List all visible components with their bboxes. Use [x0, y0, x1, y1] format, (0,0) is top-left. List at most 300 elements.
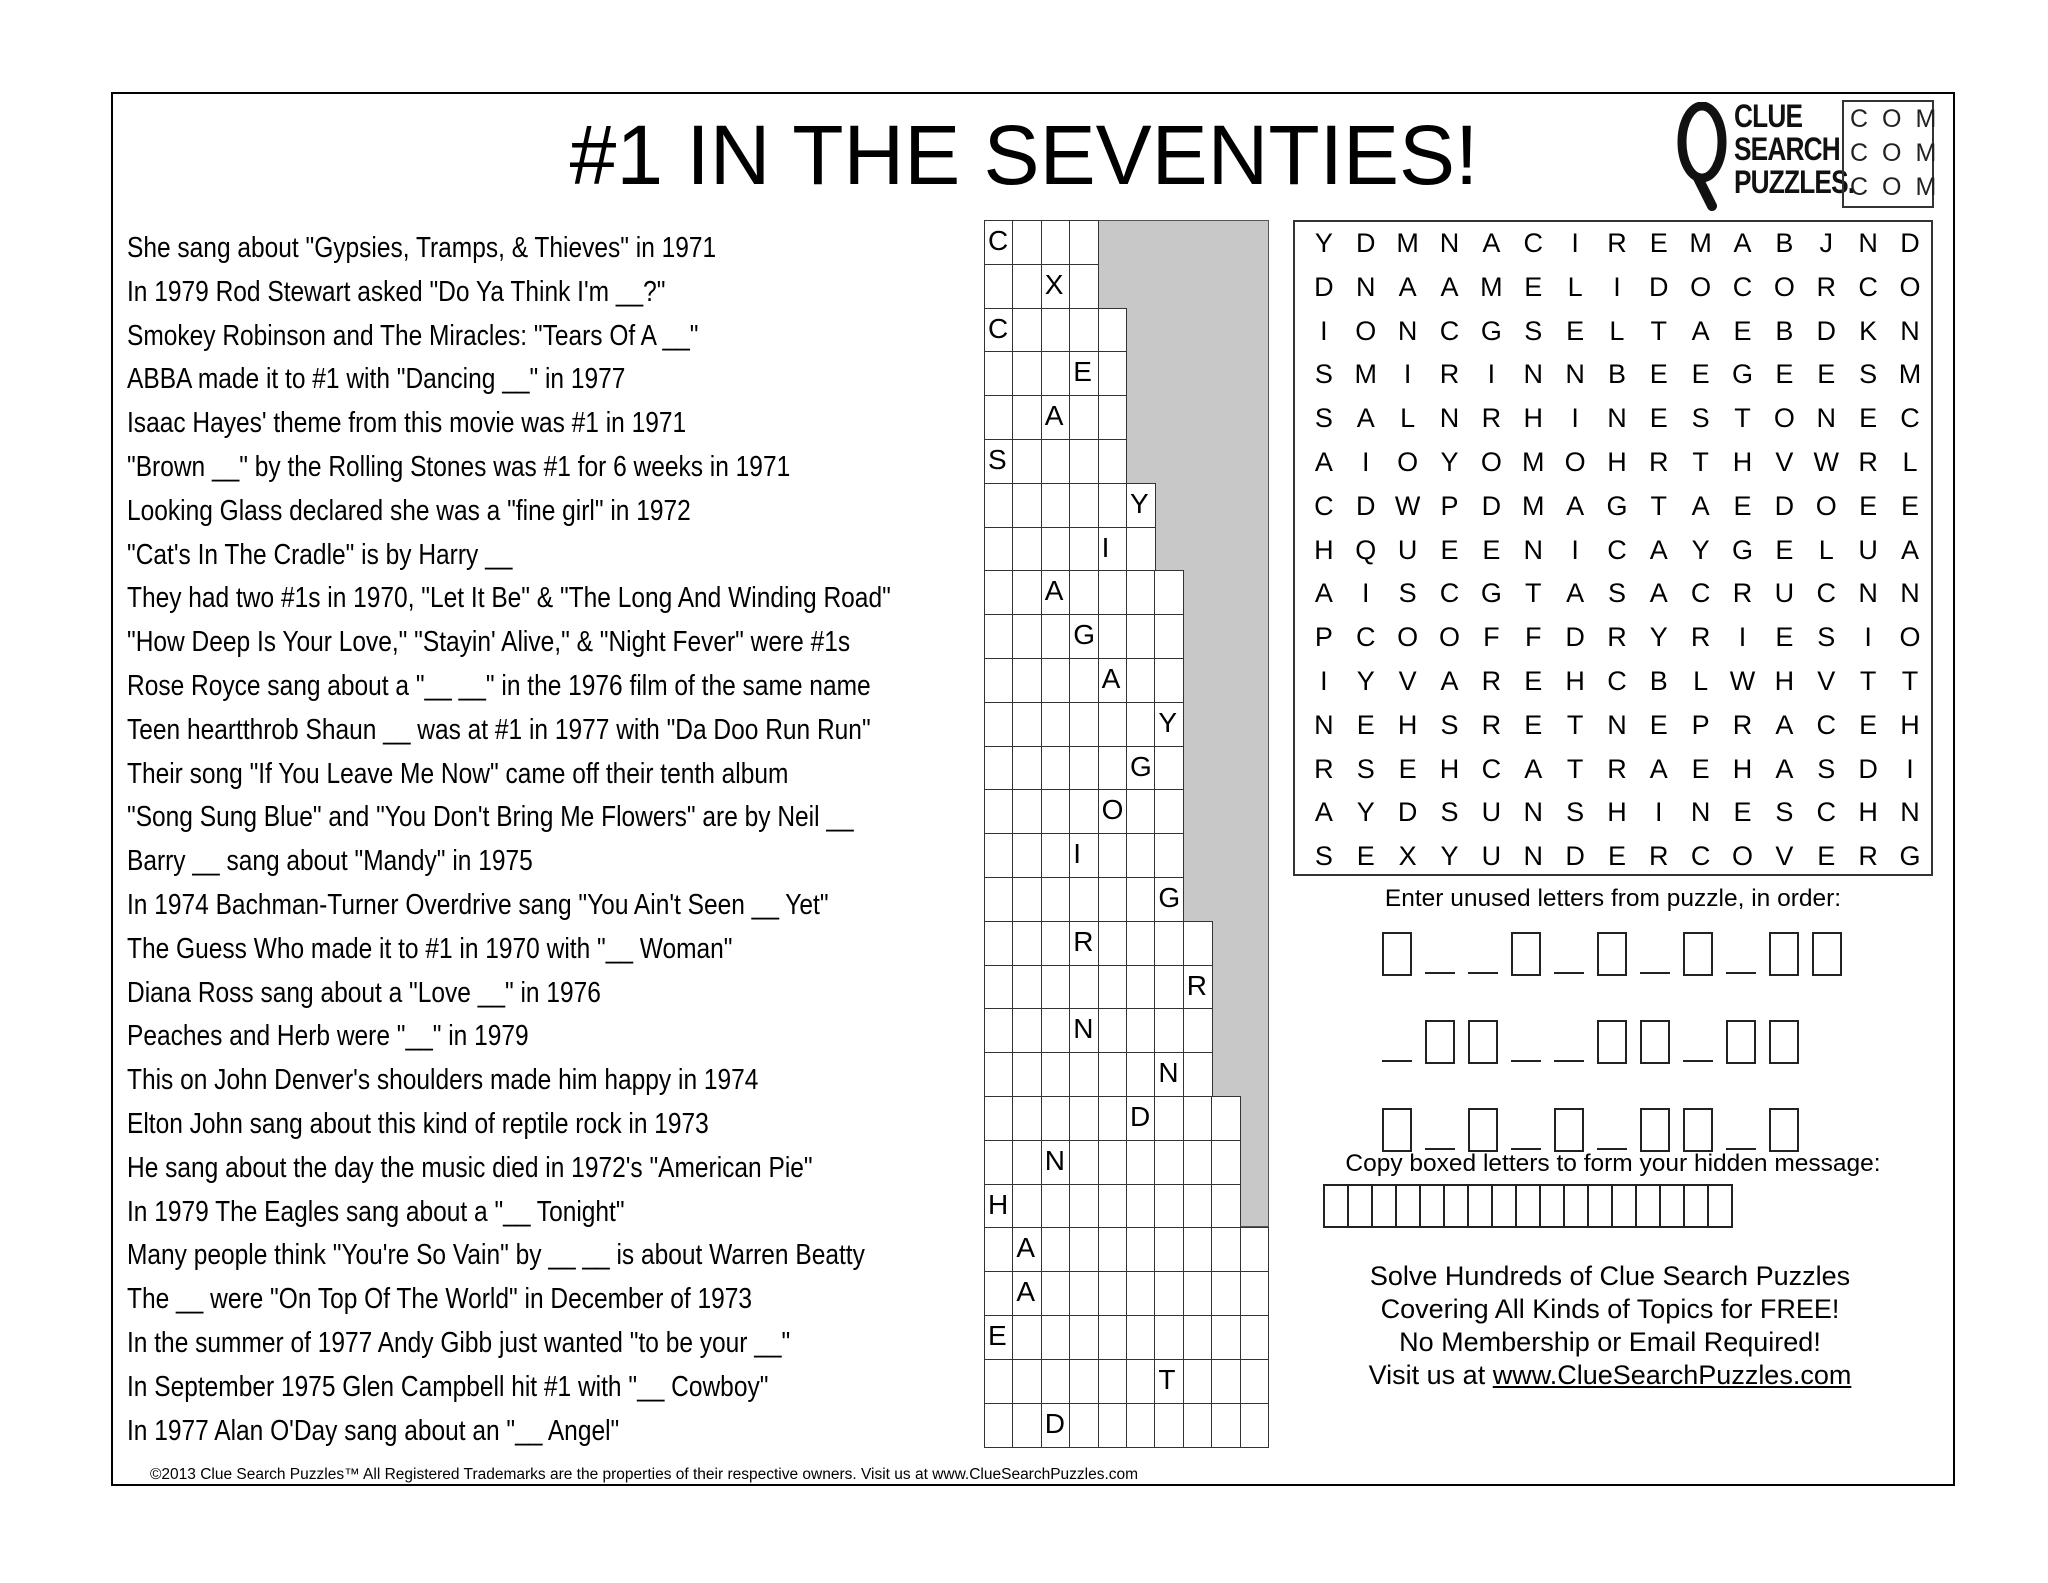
word-search-letter[interactable]: C: [1439, 578, 1460, 609]
word-search-letter[interactable]: K: [1859, 315, 1878, 346]
answer-cell[interactable]: [1012, 702, 1042, 747]
word-search-letter[interactable]: M: [1689, 228, 1712, 258]
word-search-letter[interactable]: E: [1440, 534, 1459, 565]
hidden-message-box[interactable]: [1587, 1184, 1613, 1228]
promo-website-link[interactable]: www.ClueSearchPuzzles.com: [1492, 1360, 1852, 1390]
answer-cell[interactable]: [984, 965, 1014, 1010]
word-search-letter[interactable]: X: [1398, 841, 1417, 872]
word-search-letter[interactable]: H: [1607, 446, 1627, 477]
word-search-letter[interactable]: D: [1314, 271, 1334, 302]
word-search-letter[interactable]: T: [1650, 315, 1668, 346]
word-search-letter[interactable]: M: [1354, 359, 1378, 390]
word-search-letter[interactable]: N: [1858, 578, 1878, 609]
answer-cell[interactable]: [1069, 658, 1099, 703]
word-search-letter[interactable]: B: [1775, 228, 1794, 258]
word-search-letter[interactable]: E: [1524, 709, 1543, 740]
answer-cell[interactable]: [1154, 789, 1184, 834]
word-search-letter[interactable]: C: [1816, 578, 1836, 609]
word-search-letter[interactable]: N: [1900, 578, 1920, 609]
word-search-letter[interactable]: E: [1398, 753, 1417, 784]
word-search-letter[interactable]: R: [1690, 622, 1711, 653]
word-search-letter[interactable]: A: [1775, 709, 1794, 740]
word-search-letter[interactable]: R: [1607, 622, 1627, 653]
answer-cell[interactable]: [1183, 1271, 1213, 1316]
answer-cell[interactable]: [1098, 439, 1128, 484]
word-search-letter[interactable]: C: [1858, 271, 1878, 302]
answer-cell[interactable]: [1041, 1315, 1071, 1360]
answer-cell[interactable]: [1211, 1271, 1241, 1316]
word-search-letter[interactable]: A: [1649, 578, 1668, 609]
answer-cell[interactable]: [1154, 965, 1184, 1010]
word-search-letter[interactable]: A: [1314, 578, 1333, 609]
answer-cell[interactable]: [1098, 483, 1128, 528]
word-search-letter[interactable]: W: [1813, 446, 1839, 477]
hidden-message-box[interactable]: [1467, 1184, 1493, 1228]
word-search-letter[interactable]: W: [1394, 490, 1421, 521]
word-search-letter[interactable]: O: [1397, 446, 1419, 477]
word-search-letter[interactable]: N: [1397, 315, 1418, 346]
answer-cell[interactable]: [1012, 1096, 1042, 1141]
answer-cell[interactable]: [1126, 1140, 1156, 1185]
answer-cell[interactable]: [1012, 395, 1042, 440]
word-search-letter[interactable]: A: [1524, 753, 1543, 784]
letter-blank[interactable]: [1726, 972, 1756, 974]
word-search-letter[interactable]: S: [1440, 709, 1459, 740]
word-search-letter[interactable]: P: [1314, 622, 1333, 653]
word-search-letter[interactable]: A: [1649, 534, 1668, 565]
answer-cell[interactable]: [1069, 1184, 1099, 1229]
word-search-letter[interactable]: H: [1858, 797, 1878, 828]
boxed-letter-slot[interactable]: [1468, 1020, 1498, 1064]
word-search-letter[interactable]: O: [1773, 403, 1795, 434]
answer-cell[interactable]: [1126, 1227, 1156, 1272]
word-search-letter[interactable]: S: [1356, 753, 1375, 784]
answer-cell[interactable]: [984, 1096, 1014, 1141]
word-search-letter[interactable]: S: [1314, 403, 1333, 434]
answer-cell[interactable]: [984, 1359, 1014, 1404]
word-search-letter[interactable]: S: [1524, 315, 1543, 346]
word-search-letter[interactable]: E: [1775, 534, 1794, 565]
boxed-letter-slot[interactable]: [1597, 932, 1627, 976]
answer-cell[interactable]: N: [1041, 1140, 1071, 1185]
word-search-letter[interactable]: V: [1775, 446, 1794, 477]
answer-cell[interactable]: [1069, 570, 1099, 615]
word-search-letter[interactable]: G: [1606, 490, 1628, 521]
word-search-letter[interactable]: N: [1523, 534, 1543, 565]
word-search-letter[interactable]: I: [1738, 622, 1747, 653]
answer-cell[interactable]: X: [1041, 264, 1071, 309]
hidden-message-box[interactable]: [1419, 1184, 1445, 1228]
boxed-letter-slot[interactable]: [1683, 1108, 1713, 1152]
word-search-letter[interactable]: O: [1690, 271, 1712, 302]
word-search-letter[interactable]: E: [1482, 534, 1501, 565]
answer-cell[interactable]: [1154, 570, 1184, 615]
word-search-letter[interactable]: H: [1314, 534, 1334, 565]
hidden-message-box[interactable]: [1635, 1184, 1661, 1228]
boxed-letter-slot[interactable]: [1683, 932, 1713, 976]
answer-cell[interactable]: [1098, 570, 1128, 615]
answer-cell[interactable]: [984, 351, 1014, 396]
answer-cell[interactable]: [1098, 308, 1128, 353]
word-search-letter[interactable]: U: [1774, 578, 1795, 609]
word-search-letter[interactable]: M: [1521, 446, 1545, 477]
word-search-letter[interactable]: O: [1815, 490, 1837, 521]
answer-cell[interactable]: [984, 483, 1014, 528]
answer-cell[interactable]: [984, 1008, 1014, 1053]
word-search-letter[interactable]: G: [1480, 315, 1502, 346]
word-search-letter[interactable]: N: [1816, 403, 1836, 434]
word-search-letter[interactable]: D: [1397, 797, 1418, 828]
word-search-letter[interactable]: D: [1565, 841, 1585, 872]
word-search-letter[interactable]: W: [1729, 665, 1756, 696]
word-search-letter[interactable]: R: [1607, 228, 1627, 258]
word-search-letter[interactable]: I: [1864, 622, 1872, 653]
letter-blank[interactable]: [1382, 1060, 1412, 1062]
answer-cell[interactable]: [1126, 789, 1156, 834]
answer-cell[interactable]: [1012, 308, 1042, 353]
word-search-letter[interactable]: C: [1816, 709, 1836, 740]
word-search-letter[interactable]: A: [1356, 403, 1375, 434]
answer-cell[interactable]: [1211, 1359, 1241, 1404]
word-search-letter[interactable]: S: [1691, 403, 1710, 434]
answer-cell[interactable]: [1041, 833, 1071, 878]
word-search-letter[interactable]: R: [1858, 446, 1878, 477]
answer-cell[interactable]: [984, 1403, 1014, 1448]
word-search-letter[interactable]: G: [1480, 578, 1502, 609]
answer-cell[interactable]: [1069, 702, 1099, 747]
word-search-letter[interactable]: R: [1649, 446, 1669, 477]
word-search-letter[interactable]: V: [1817, 665, 1836, 696]
word-search-letter[interactable]: S: [1314, 359, 1333, 390]
word-search-letter[interactable]: O: [1899, 271, 1921, 302]
answer-cell[interactable]: [1240, 1227, 1270, 1272]
word-search-letter[interactable]: R: [1858, 841, 1878, 872]
answer-cell[interactable]: [1012, 351, 1042, 396]
word-search-letter[interactable]: Y: [1649, 622, 1668, 653]
answer-cell[interactable]: [1183, 1184, 1213, 1229]
answer-cell[interactable]: [1012, 658, 1042, 703]
word-search-letter[interactable]: N: [1523, 797, 1543, 828]
answer-cell[interactable]: [984, 702, 1014, 747]
answer-cell[interactable]: [1041, 1227, 1071, 1272]
answer-cell[interactable]: D: [1041, 1403, 1071, 1448]
answer-cell[interactable]: [1098, 1359, 1128, 1404]
word-search-letter[interactable]: T: [1650, 490, 1668, 521]
word-search-letter[interactable]: L: [1609, 315, 1625, 346]
word-search-letter[interactable]: C: [1690, 578, 1711, 609]
answer-cell[interactable]: T: [1154, 1359, 1184, 1404]
answer-cell[interactable]: [1069, 1271, 1099, 1316]
word-search-letter[interactable]: O: [1899, 622, 1921, 653]
answer-cell[interactable]: [1069, 1096, 1099, 1141]
answer-cell[interactable]: [1183, 1140, 1213, 1185]
answer-cell[interactable]: [1012, 1008, 1042, 1053]
letter-blank[interactable]: [1554, 1060, 1584, 1062]
answer-cell[interactable]: [1069, 439, 1099, 484]
word-search-letter[interactable]: E: [1524, 271, 1543, 302]
word-search-letter[interactable]: I: [1571, 228, 1579, 258]
word-search-letter[interactable]: A: [1900, 534, 1919, 565]
answer-cell[interactable]: [1041, 1096, 1071, 1141]
word-search-letter[interactable]: S: [1817, 622, 1836, 653]
answer-cell[interactable]: [1211, 1227, 1241, 1272]
answer-cell[interactable]: [1154, 1184, 1184, 1229]
answer-cell[interactable]: C: [984, 308, 1014, 353]
answer-cell[interactable]: [1126, 570, 1156, 615]
word-search-letter[interactable]: D: [1900, 228, 1920, 258]
word-search-letter[interactable]: N: [1607, 403, 1627, 434]
answer-cell[interactable]: G: [1154, 877, 1184, 922]
hidden-message-box[interactable]: [1395, 1184, 1421, 1228]
word-search-letter[interactable]: R: [1607, 753, 1627, 784]
answer-cell[interactable]: [1012, 1184, 1042, 1229]
word-search-letter[interactable]: F: [1524, 622, 1542, 653]
word-search-letter[interactable]: A: [1482, 228, 1501, 258]
answer-cell[interactable]: [1069, 527, 1099, 572]
word-search-letter[interactable]: E: [1691, 359, 1710, 390]
answer-cell[interactable]: [1098, 877, 1128, 922]
word-search-letter[interactable]: E: [1859, 709, 1878, 740]
answer-cell[interactable]: [1211, 1315, 1241, 1360]
answer-cell[interactable]: [1098, 746, 1128, 791]
answer-cell[interactable]: [984, 614, 1014, 659]
word-search-letter[interactable]: O: [1564, 446, 1586, 477]
answer-cell[interactable]: [1041, 1052, 1071, 1097]
word-search-letter[interactable]: N: [1900, 797, 1920, 828]
word-search-letter[interactable]: E: [1691, 753, 1710, 784]
word-search-letter[interactable]: O: [1773, 271, 1795, 302]
answer-cell[interactable]: [1012, 570, 1042, 615]
word-search-letter[interactable]: E: [1524, 665, 1543, 696]
answer-cell[interactable]: [1041, 1008, 1071, 1053]
answer-cell[interactable]: [1012, 614, 1042, 659]
answer-cell[interactable]: [1012, 1359, 1042, 1404]
answer-cell[interactable]: [1154, 1008, 1184, 1053]
letter-blank[interactable]: [1511, 1060, 1541, 1062]
boxed-letter-slot[interactable]: [1769, 932, 1799, 976]
answer-cell[interactable]: H: [984, 1184, 1014, 1229]
answer-cell[interactable]: A: [1012, 1227, 1042, 1272]
word-search-letter[interactable]: D: [1356, 490, 1376, 521]
word-search-letter[interactable]: S: [1859, 359, 1878, 390]
word-search-letter[interactable]: C: [1523, 228, 1543, 258]
word-search-letter[interactable]: A: [1314, 446, 1333, 477]
word-search-letter[interactable]: E: [1775, 622, 1794, 653]
answer-cell[interactable]: Y: [1154, 702, 1184, 747]
answer-cell[interactable]: [1098, 1184, 1128, 1229]
answer-cell[interactable]: [1041, 1184, 1071, 1229]
word-search-letter[interactable]: R: [1481, 403, 1502, 434]
word-search-letter[interactable]: Y: [1314, 228, 1333, 258]
answer-cell[interactable]: [1041, 220, 1071, 265]
word-search-letter[interactable]: T: [1734, 403, 1751, 434]
word-search-letter[interactable]: A: [1691, 315, 1710, 346]
answer-cell[interactable]: [1098, 1096, 1128, 1141]
answer-cell[interactable]: [1154, 1227, 1184, 1272]
answer-cell[interactable]: [1012, 1140, 1042, 1185]
answer-cell[interactable]: [1041, 702, 1071, 747]
answer-cell[interactable]: [1041, 1271, 1071, 1316]
word-search-letter[interactable]: D: [1816, 315, 1836, 346]
word-search-letter[interactable]: U: [1481, 841, 1502, 872]
answer-cell[interactable]: [1126, 1008, 1156, 1053]
boxed-letter-slot[interactable]: [1425, 1020, 1455, 1064]
word-search-letter[interactable]: Y: [1356, 797, 1375, 828]
answer-cell[interactable]: E: [984, 1315, 1014, 1360]
answer-cell[interactable]: [984, 264, 1014, 309]
word-search-letter[interactable]: L: [1818, 534, 1834, 565]
answer-cell[interactable]: [1041, 483, 1071, 528]
word-search-letter[interactable]: T: [1692, 446, 1709, 477]
answer-cell[interactable]: O: [1098, 789, 1128, 834]
answer-cell[interactable]: [1041, 658, 1071, 703]
answer-cell[interactable]: [1012, 527, 1042, 572]
word-search-letter[interactable]: A: [1775, 753, 1794, 784]
word-search-letter[interactable]: D: [1649, 271, 1669, 302]
word-search-letter[interactable]: M: [1898, 359, 1922, 390]
word-search-letter[interactable]: O: [1355, 315, 1377, 346]
word-search-letter[interactable]: N: [1900, 315, 1920, 346]
hidden-message-box[interactable]: [1707, 1184, 1733, 1228]
hidden-message-box[interactable]: [1683, 1184, 1709, 1228]
word-search-letter[interactable]: N: [1858, 228, 1878, 258]
hidden-message-box[interactable]: [1443, 1184, 1469, 1228]
word-search-letter[interactable]: D: [1356, 228, 1376, 258]
word-search-letter[interactable]: S: [1566, 797, 1585, 828]
answer-cell[interactable]: [1126, 1403, 1156, 1448]
answer-cell[interactable]: [984, 1271, 1014, 1316]
answer-cell[interactable]: [1098, 395, 1128, 440]
answer-cell[interactable]: C: [984, 220, 1014, 265]
answer-cell[interactable]: [1012, 877, 1042, 922]
answer-cell[interactable]: [1069, 483, 1099, 528]
word-search-letter[interactable]: E: [1649, 228, 1668, 258]
word-search-letter[interactable]: C: [1900, 403, 1920, 434]
answer-cell[interactable]: [1126, 1271, 1156, 1316]
word-search-letter[interactable]: R: [1732, 578, 1753, 609]
answer-cell[interactable]: [1069, 789, 1099, 834]
answer-cell[interactable]: [1126, 877, 1156, 922]
answer-cell[interactable]: [1240, 1403, 1270, 1448]
word-search-letter[interactable]: Y: [1440, 841, 1459, 872]
word-search-letter[interactable]: O: [1480, 446, 1502, 477]
word-search-letter[interactable]: Y: [1691, 534, 1710, 565]
word-search-letter[interactable]: E: [1900, 490, 1919, 521]
word-search-letter[interactable]: R: [1732, 709, 1753, 740]
word-search-letter[interactable]: P: [1440, 490, 1459, 521]
answer-cell[interactable]: [1240, 1315, 1270, 1360]
answer-cell[interactable]: [1069, 1052, 1099, 1097]
answer-cell[interactable]: [1154, 921, 1184, 966]
answer-cell[interactable]: [1069, 965, 1099, 1010]
word-search-letter[interactable]: N: [1607, 709, 1627, 740]
word-search-letter[interactable]: C: [1690, 841, 1711, 872]
word-search-letter[interactable]: C: [1314, 490, 1334, 521]
letter-blank[interactable]: [1554, 972, 1584, 974]
word-search-letter[interactable]: U: [1858, 534, 1878, 565]
answer-cell[interactable]: [1012, 965, 1042, 1010]
word-search-letter[interactable]: N: [1523, 841, 1543, 872]
word-search-letter[interactable]: H: [1774, 665, 1795, 696]
word-search-letter[interactable]: D: [1481, 490, 1502, 521]
word-search-letter[interactable]: J: [1819, 228, 1833, 258]
answer-cell[interactable]: [1041, 965, 1071, 1010]
answer-cell[interactable]: G: [1126, 746, 1156, 791]
word-search-letter[interactable]: Y: [1440, 446, 1459, 477]
boxed-letter-slot[interactable]: [1769, 1020, 1799, 1064]
answer-cell[interactable]: [984, 527, 1014, 572]
answer-cell[interactable]: [1041, 1359, 1071, 1404]
word-search-letter[interactable]: L: [1693, 665, 1709, 696]
word-search-letter[interactable]: F: [1483, 622, 1500, 653]
answer-cell[interactable]: [1098, 1271, 1128, 1316]
answer-cell[interactable]: [1154, 746, 1184, 791]
answer-cell[interactable]: [1183, 1227, 1213, 1272]
word-search-letter[interactable]: E: [1356, 709, 1375, 740]
word-search-letter[interactable]: D: [1774, 490, 1795, 521]
word-search-letter[interactable]: A: [1566, 490, 1585, 521]
hidden-message-box[interactable]: [1347, 1184, 1373, 1228]
word-search-letter[interactable]: L: [1567, 271, 1583, 302]
answer-cell[interactable]: [1154, 614, 1184, 659]
word-search-letter[interactable]: T: [1566, 709, 1584, 740]
answer-cell[interactable]: [1041, 789, 1071, 834]
answer-cell[interactable]: [1098, 351, 1128, 396]
word-search-letter[interactable]: H: [1900, 709, 1920, 740]
word-search-letter[interactable]: G: [1899, 841, 1921, 872]
boxed-letter-slot[interactable]: [1468, 1108, 1498, 1152]
answer-cell[interactable]: [1012, 220, 1042, 265]
answer-cell[interactable]: [1126, 1315, 1156, 1360]
answer-cell[interactable]: A: [1098, 658, 1128, 703]
answer-cell[interactable]: [1041, 614, 1071, 659]
answer-cell[interactable]: [1126, 921, 1156, 966]
answer-cell[interactable]: Y: [1126, 483, 1156, 528]
letter-blank[interactable]: [1468, 972, 1498, 974]
word-search-letter[interactable]: U: [1481, 797, 1502, 828]
answer-cell[interactable]: A: [1041, 570, 1071, 615]
word-search-letter[interactable]: N: [1314, 709, 1334, 740]
answer-cell[interactable]: [1154, 1096, 1184, 1141]
answer-cell[interactable]: [1183, 1052, 1213, 1097]
answer-cell[interactable]: [1069, 1403, 1099, 1448]
answer-cell[interactable]: D: [1126, 1096, 1156, 1141]
answer-cell[interactable]: A: [1012, 1271, 1042, 1316]
answer-cell[interactable]: [1069, 1359, 1099, 1404]
answer-cell[interactable]: [984, 395, 1014, 440]
answer-cell[interactable]: S: [984, 439, 1014, 484]
word-search-letter[interactable]: T: [1524, 578, 1542, 609]
answer-cell[interactable]: [1126, 965, 1156, 1010]
hidden-message-box[interactable]: [1611, 1184, 1637, 1228]
word-search-letter[interactable]: E: [1817, 841, 1836, 872]
answer-cell[interactable]: [1041, 877, 1071, 922]
word-search-letter[interactable]: G: [1732, 359, 1754, 390]
answer-cell[interactable]: [1041, 921, 1071, 966]
word-search-letter[interactable]: R: [1314, 753, 1334, 784]
word-search-letter[interactable]: E: [1733, 797, 1752, 828]
answer-cell[interactable]: [1183, 1096, 1213, 1141]
word-search-letter[interactable]: O: [1439, 622, 1461, 653]
word-search-letter[interactable]: O: [1732, 841, 1754, 872]
answer-cell[interactable]: [1069, 308, 1099, 353]
word-search-letter[interactable]: L: [1400, 403, 1416, 434]
word-search-letter[interactable]: T: [1901, 665, 1919, 696]
word-search-letter[interactable]: I: [1362, 578, 1370, 609]
word-search-letter[interactable]: I: [1487, 359, 1496, 390]
word-search-letter[interactable]: I: [1613, 271, 1621, 302]
answer-cell[interactable]: [1041, 351, 1071, 396]
